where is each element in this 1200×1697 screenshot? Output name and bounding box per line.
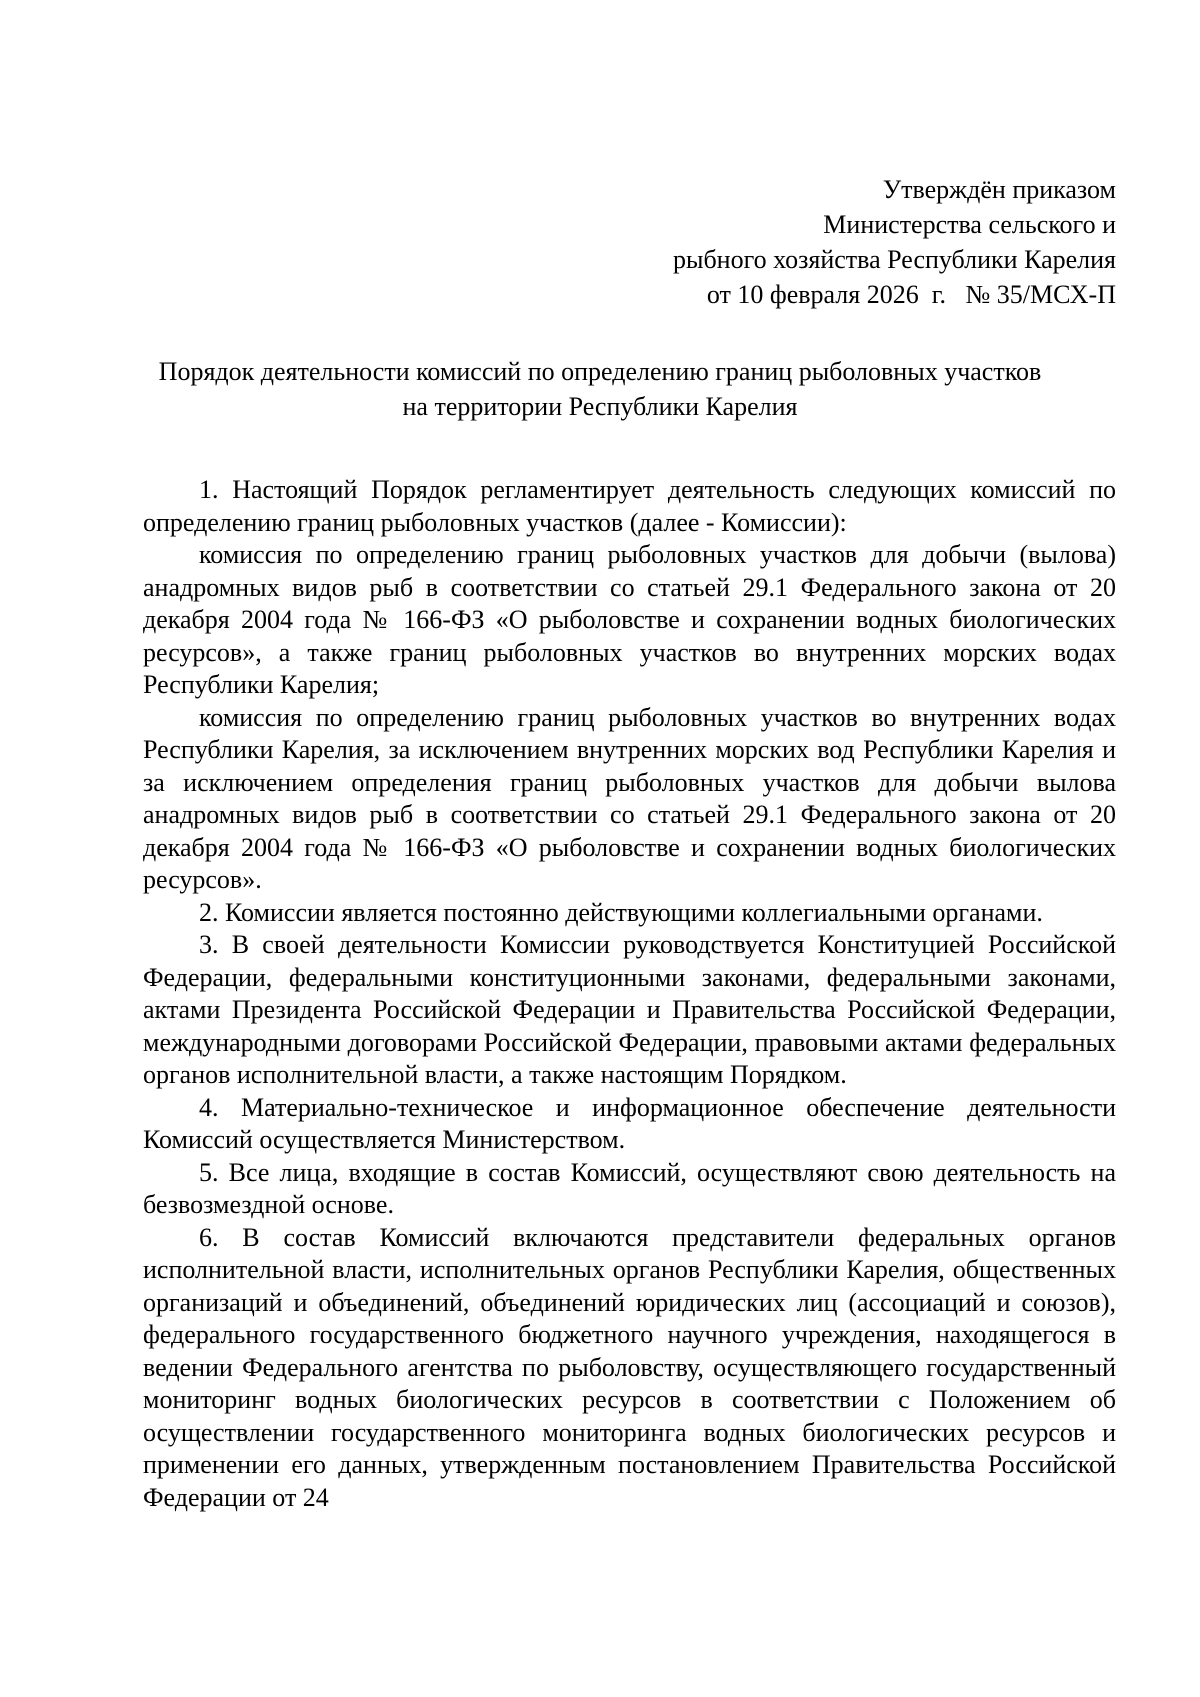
paragraph-commission-inland: комиссия по определению границ рыболовных участков во внутренних водах Республики Карелия, за исключением внутренних морских вод Республики Карелия и за исключением определения границ рыболовных участков для добычи вылова анадромных видов рыб в соответствии со статьей 29.1 Федерального закона от 20 декабря 2004 года № 166-ФЗ «О рыболовстве и сохранении водных биологических ресурсов». xyxy=(143,702,1116,894)
approval-line-3: рыбного хозяйства Республики Карелия xyxy=(672,245,1116,274)
approval-line-4: от 10 февраля 2026 г. № 35/МСХ-П xyxy=(706,280,1116,309)
document-body xyxy=(143,474,1116,1514)
document-title-line-2: на территории Республики Карелия xyxy=(402,392,798,421)
paragraph-4: 4. Материально-техническое и информационное обеспечение деятельности Комиссий осуществляется Министерством. xyxy=(143,1092,1116,1154)
approval-line-2: Министерства сельского и xyxy=(823,210,1116,239)
paragraph-3: 3. В своей деятельности Комиссии руководствуется Конституцией Российской Федерации, федеральными конституционными законами, федеральными законами, актами Президента Российской Федерации и Правительства Российской Федерации, международными договорами Российской Федерации, правовыми актами федеральных органов исполнительной власти, а также настоящим Порядком. xyxy=(143,930,1116,1089)
paragraph-2: 2. Комиссии является постоянно действующими коллегиальными органами. xyxy=(199,897,1043,927)
paragraph-5: 5. Все лица, входящие в состав Комиссий, осуществляют свою деятельность на безвозмездной основе. xyxy=(143,1157,1116,1219)
document-title-line-1: Порядок деятельности комиссий по определению границ рыболовных участков xyxy=(158,357,1042,386)
approval-block xyxy=(516,172,1116,312)
document-title xyxy=(120,354,1080,424)
paragraph-1: 1. Настоящий Порядок регламентирует деятельность следующих комиссий по определению границ рыболовных участков (далее - Комиссии): xyxy=(143,475,1116,537)
paragraph-6: 6. В состав Комиссий включаются представители федеральных органов исполнительной власти, исполнительных органов Республики Карелия, общественных организаций и объединений, объединений юридических лиц (ассоциаций и союзов), федерального государственного бюджетного научного учреждения, находящегося в ведении Федерального агентства по рыболовству, осуществляющего государственный мониторинг водных биологических ресурсов в соответствии с Положением об осуществлении государственного мониторинга водных биологических ресурсов и применении его данных, утвержденным постановлением Правительства Российской Федерации от 24 xyxy=(143,1222,1116,1512)
paragraph-commission-anadromous: комиссия по определению границ рыболовных участков для добычи (вылова) анадромных видов рыб в соответствии со статьей 29.1 Федерального закона от 20 декабря 2004 года № 166-ФЗ «О рыболовстве и сохранении водных биологических ресурсов», а также границ рыболовных участков во внутренних морских водах Республики Карелия; xyxy=(143,540,1116,699)
approval-line-1: Утверждён приказом xyxy=(882,175,1116,204)
